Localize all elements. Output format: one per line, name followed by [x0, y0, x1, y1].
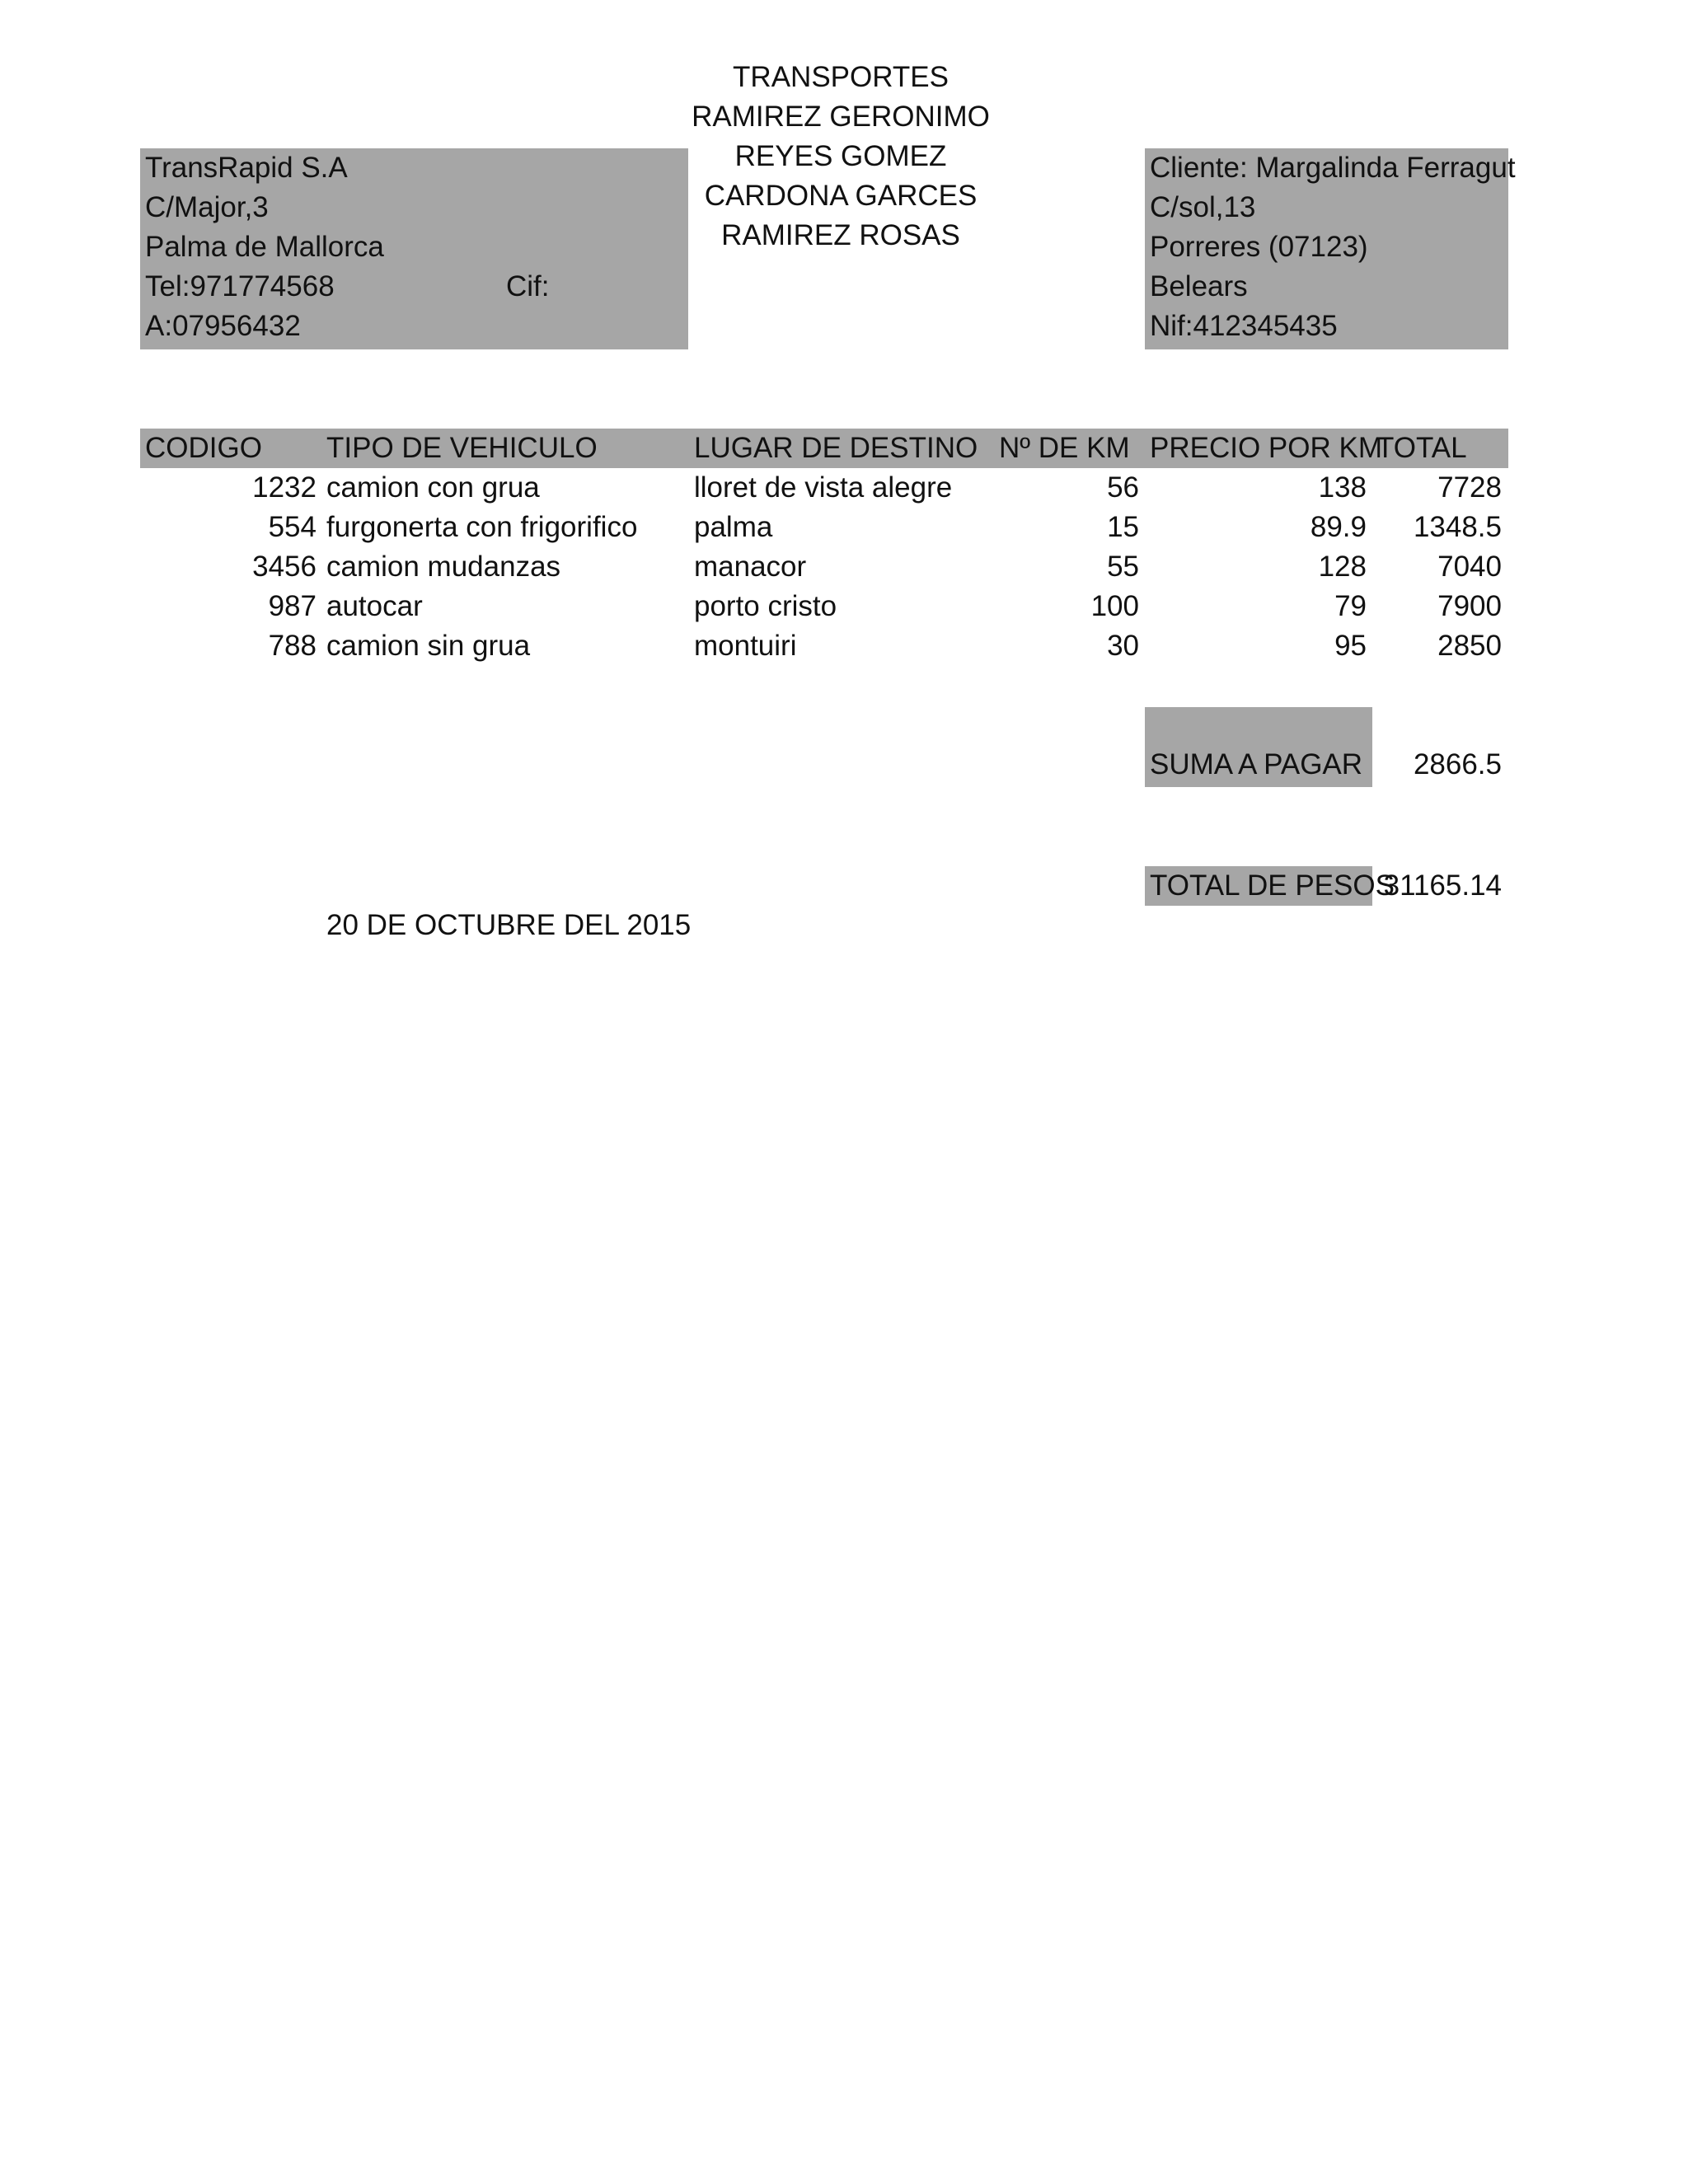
cell-km: 30: [1107, 630, 1139, 662]
client-region: Belears: [1150, 270, 1248, 302]
cell-destino: manacor: [694, 551, 807, 583]
cell-codigo: 3456: [252, 551, 316, 583]
client-city: Porreres (07123): [1150, 231, 1368, 263]
cell-codigo: 554: [268, 511, 316, 543]
header-codigo: CODIGO: [145, 432, 262, 464]
header-destino: LUGAR DE DESTINO: [694, 432, 978, 464]
client-info-box: [1145, 148, 1516, 349]
company-cif-value: A:07956432: [145, 310, 301, 342]
cell-destino: palma: [694, 511, 773, 543]
cell-total: 7900: [1437, 590, 1502, 622]
cell-precio: 138: [1318, 471, 1367, 504]
cell-destino: lloret de vista alegre: [694, 471, 953, 504]
cell-tipo: furgonerta con frigorifico: [326, 511, 638, 543]
client-name: Cliente: Margalinda Ferragut: [1150, 152, 1516, 184]
title-line-2: RAMIREZ GERONIMO: [692, 101, 990, 133]
total-de-pesos-label: TOTAL DE PESOS: [1150, 869, 1395, 902]
company-city: Palma de Mallorca: [145, 231, 384, 263]
cell-km: 55: [1107, 551, 1139, 583]
cell-codigo: 987: [268, 590, 316, 622]
total-de-pesos-value: 31165.14: [1383, 869, 1502, 902]
suma-a-pagar-box: [1145, 707, 1372, 787]
header-km: Nº DE KM: [999, 432, 1130, 464]
title-line-5: RAMIREZ ROSAS: [721, 219, 960, 251]
cell-precio: 95: [1334, 630, 1367, 662]
cell-tipo: camion sin grua: [326, 630, 531, 662]
header-total: TOTAL: [1376, 432, 1467, 464]
title-line-3: REYES GOMEZ: [734, 140, 947, 172]
company-address: C/Major,3: [145, 191, 269, 223]
cell-destino: porto cristo: [694, 590, 837, 622]
cell-codigo: 788: [268, 630, 316, 662]
cell-total: 1348.5: [1413, 511, 1502, 543]
invoice-date: 20 DE OCTUBRE DEL 2015: [326, 909, 692, 941]
total-de-pesos-box: [1145, 866, 1395, 906]
cell-precio: 89.9: [1310, 511, 1367, 543]
title-line-4: CARDONA GARCES: [704, 180, 978, 212]
header-tipo: TIPO DE VEHICULO: [326, 432, 598, 464]
cell-precio: 79: [1334, 590, 1367, 622]
header-precio: PRECIO POR KM: [1150, 432, 1382, 464]
title-line-1: TRANSPORTES: [733, 61, 949, 93]
cell-destino: montuiri: [694, 630, 797, 662]
cell-tipo: camion mudanzas: [326, 551, 561, 583]
company-tel: Tel:971774568: [145, 270, 335, 302]
cell-km: 56: [1107, 471, 1139, 504]
cell-precio: 128: [1318, 551, 1367, 583]
suma-a-pagar-label: SUMA A PAGAR: [1150, 748, 1363, 780]
cell-total: 7728: [1437, 471, 1502, 504]
suma-a-pagar-value: 2866.5: [1413, 748, 1502, 780]
cell-tipo: autocar: [326, 590, 423, 622]
table-header: [140, 429, 1508, 468]
cell-total: 2850: [1437, 630, 1502, 662]
cell-tipo: camion con grua: [326, 471, 540, 504]
cell-codigo: 1232: [252, 471, 316, 504]
cell-total: 7040: [1437, 551, 1502, 583]
cell-km: 100: [1090, 590, 1139, 622]
company-cif-label: Cif:: [506, 270, 550, 302]
client-nif: Nif:412345435: [1150, 310, 1338, 342]
company-info-box: [140, 148, 688, 349]
cell-km: 15: [1107, 511, 1139, 543]
company-name: TransRapid S.A: [145, 152, 348, 184]
client-address: C/sol,13: [1150, 191, 1256, 223]
